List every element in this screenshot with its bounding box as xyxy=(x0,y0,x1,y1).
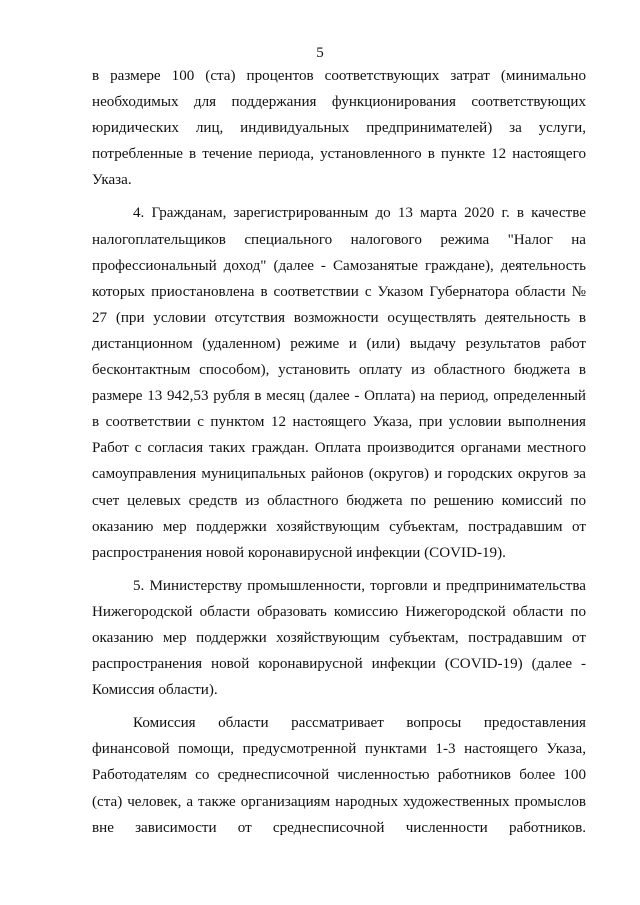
document-body xyxy=(92,63,586,848)
paragraph-commission: Комиссия области рассматривает вопросы предоставления финансовой помощи, предусмотренной пунктами 1-3 настоящего Указа, Работодателям со среднесписочной численностью работников более 100 (ста) человек, а также организациям народных художественных промыслов вне зависимости от среднесписочной численности работников. xyxy=(92,715,586,836)
paragraph-continuation: в размере 100 (ста) процентов соответствующих затрат (минимально необходимых для поддержания функционирования соответствующих юридических лиц, индивидуальных предпринимателей) за услуги, потребленные в течение периода, установленного в пункте 12 настоящего Указа. xyxy=(92,68,586,189)
paragraph-item-5: 5. Министерству промышленности, торговли и предпринимательства Нижегородской области образовать комиссию Нижегородской области по оказанию мер поддержки хозяйствующим субъектам, пострадавшим от распространения новой коронавирусной инфекции (COVID-19) (далее - Комиссия области). xyxy=(92,577,586,699)
paragraph-item-4: 4. Гражданам, зарегистрированным до 13 марта 2020 г. в качестве налогоплательщиков специального налогового режима "Налог на профессиональный доход" (далее - Самозанятые граждане), деятельность которых приостановлена в соответствии с Указом Губернатора области № 27 (при условии отсутствия возможности осуществлять деятельность в дистанционном (удаленном) режиме и (или) выдачу результатов работ бесконтактным способом), установить оплату из областного бюджета в размере 13 942,53 рубля в месяц (далее - Оплата) на период, определенный в соответствии с пунктом 12 настоящего Указа, при условии выполнения Работ с согласия таких граждан. Оплата производится органами местного самоуправления муниципальных районов (округов) и городских округов за счет целевых средств из областного бюджета по решению комиссий по оказанию мер поддержки хозяйствующим субъектам, пострадавшим от распространения новой коронавирусной инфекции (COVID-19). xyxy=(92,205,586,561)
page-number: 5 xyxy=(316,45,324,61)
